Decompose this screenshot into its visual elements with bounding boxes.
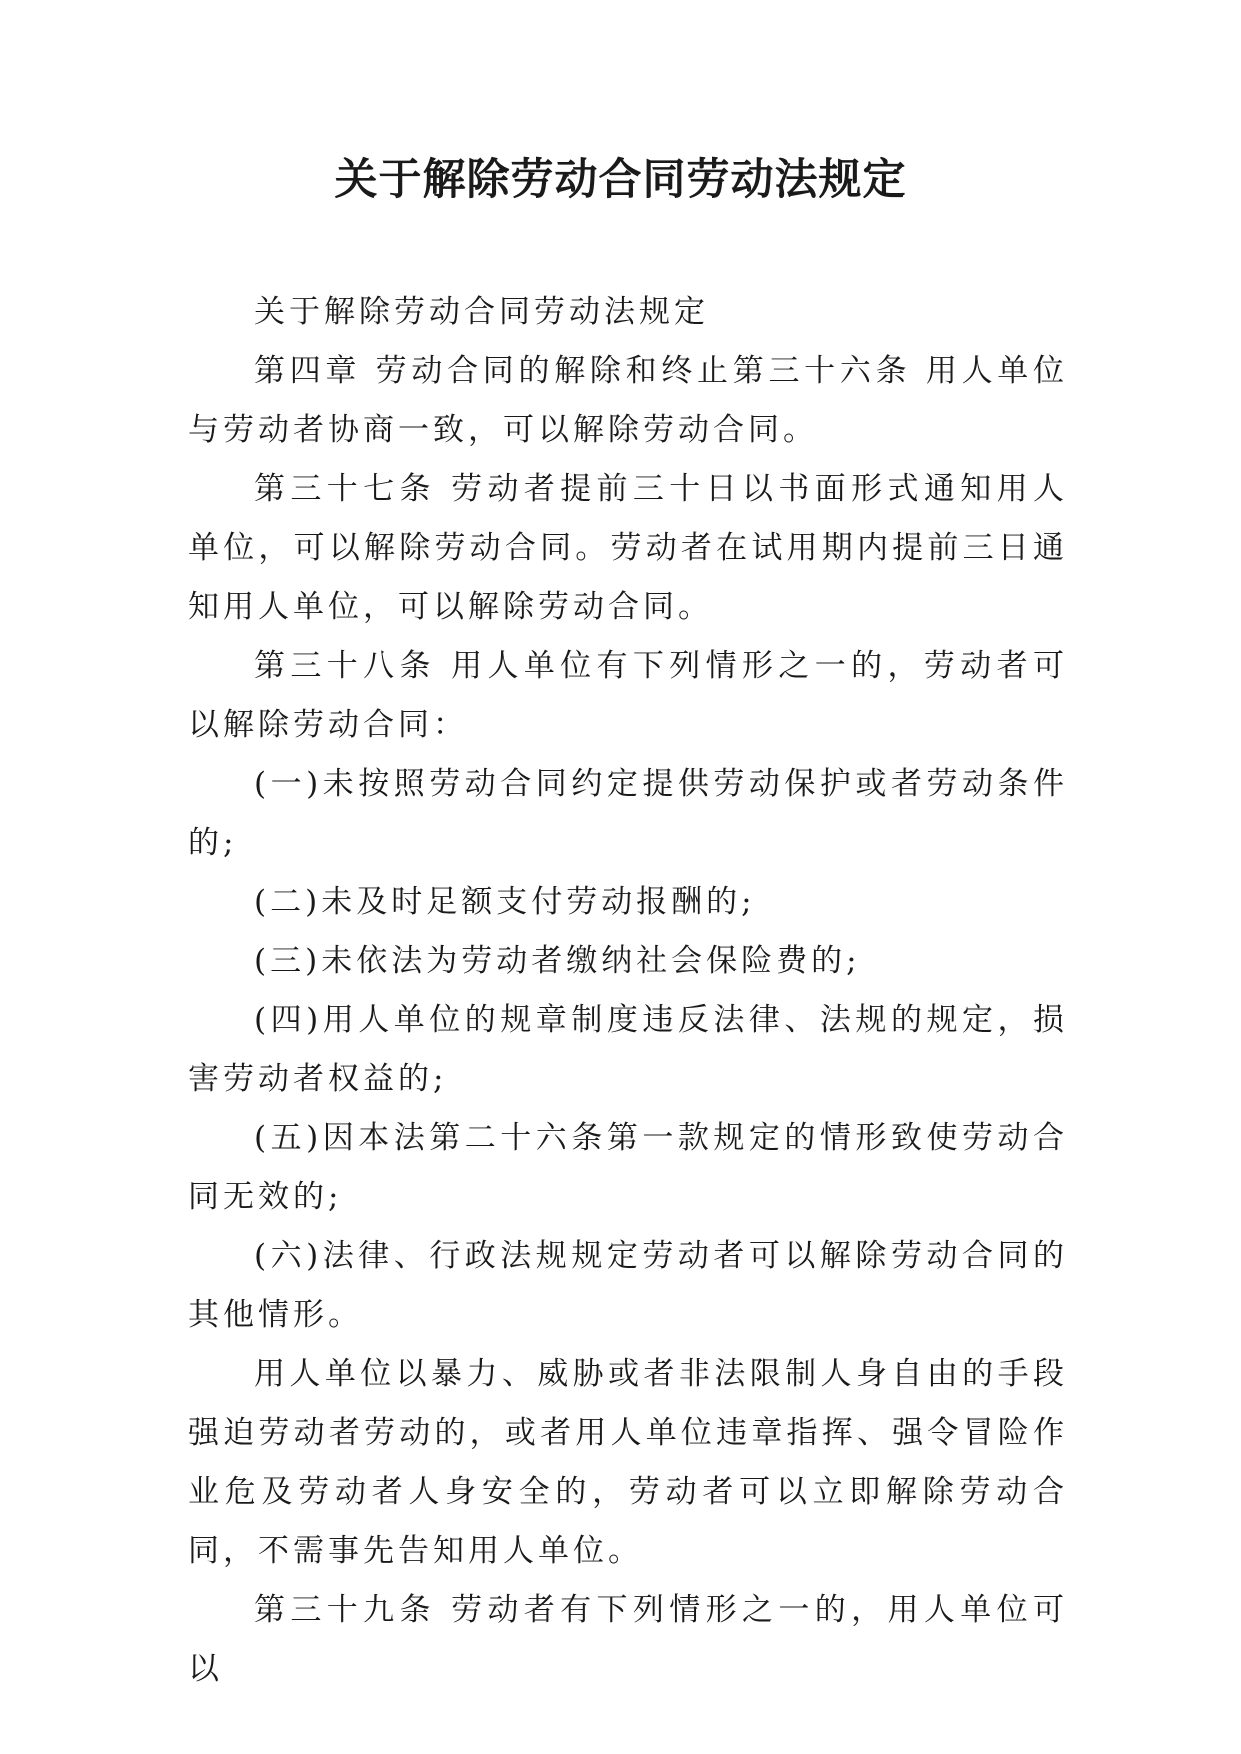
list-item-2: (二)未及时足额支付劳动报酬的; — [254, 884, 756, 920]
document-title: 关于解除劳动合同劳动法规定 — [334, 155, 907, 205]
list-item-5: (五)因本法第二十六条第一款规定的情形致使劳动合同无效的; — [188, 1120, 1068, 1215]
list-item-1: (一)未按照劳动合同约定提供劳动保护或者劳动条件的; — [188, 766, 1068, 861]
paragraph-article-38: 第三十八条 用人单位有下列情形之一的，劳动者可以解除劳动合同： — [188, 648, 1068, 743]
paragraph-article-36: 第四章 劳动合同的解除和终止第三十六条 用人单位与劳动者协商一致，可以解除劳动合同。 — [188, 353, 1068, 448]
paragraph-immediate-termination: 用人单位以暴力、威胁或者非法限制人身自由的手段强迫劳动者劳动的，或者用人单位违章指挥、强令冒险作业危及劳动者人身安全的，劳动者可以立即解除劳动合同，不需事先告知用人单位。 — [188, 1356, 1068, 1569]
paragraph-article-39: 第三十九条 劳动者有下列情形之一的，用人单位可以 — [188, 1592, 1068, 1687]
paragraph-heading: 关于解除劳动合同劳动法规定 — [254, 294, 709, 330]
list-item-3: (三)未依法为劳动者缴纳社会保险费的; — [254, 943, 861, 979]
document-body — [188, 283, 1068, 1699]
paragraph-article-37: 第三十七条 劳动者提前三十日以书面形式通知用人单位，可以解除劳动合同。劳动者在试用期内提前三日通知用人单位，可以解除劳动合同。 — [188, 471, 1068, 625]
list-item-6: (六)法律、行政法规规定劳动者可以解除劳动合同的其他情形。 — [188, 1238, 1068, 1333]
list-item-4: (四)用人单位的规章制度违反法律、法规的规定，损害劳动者权益的; — [188, 1002, 1068, 1097]
